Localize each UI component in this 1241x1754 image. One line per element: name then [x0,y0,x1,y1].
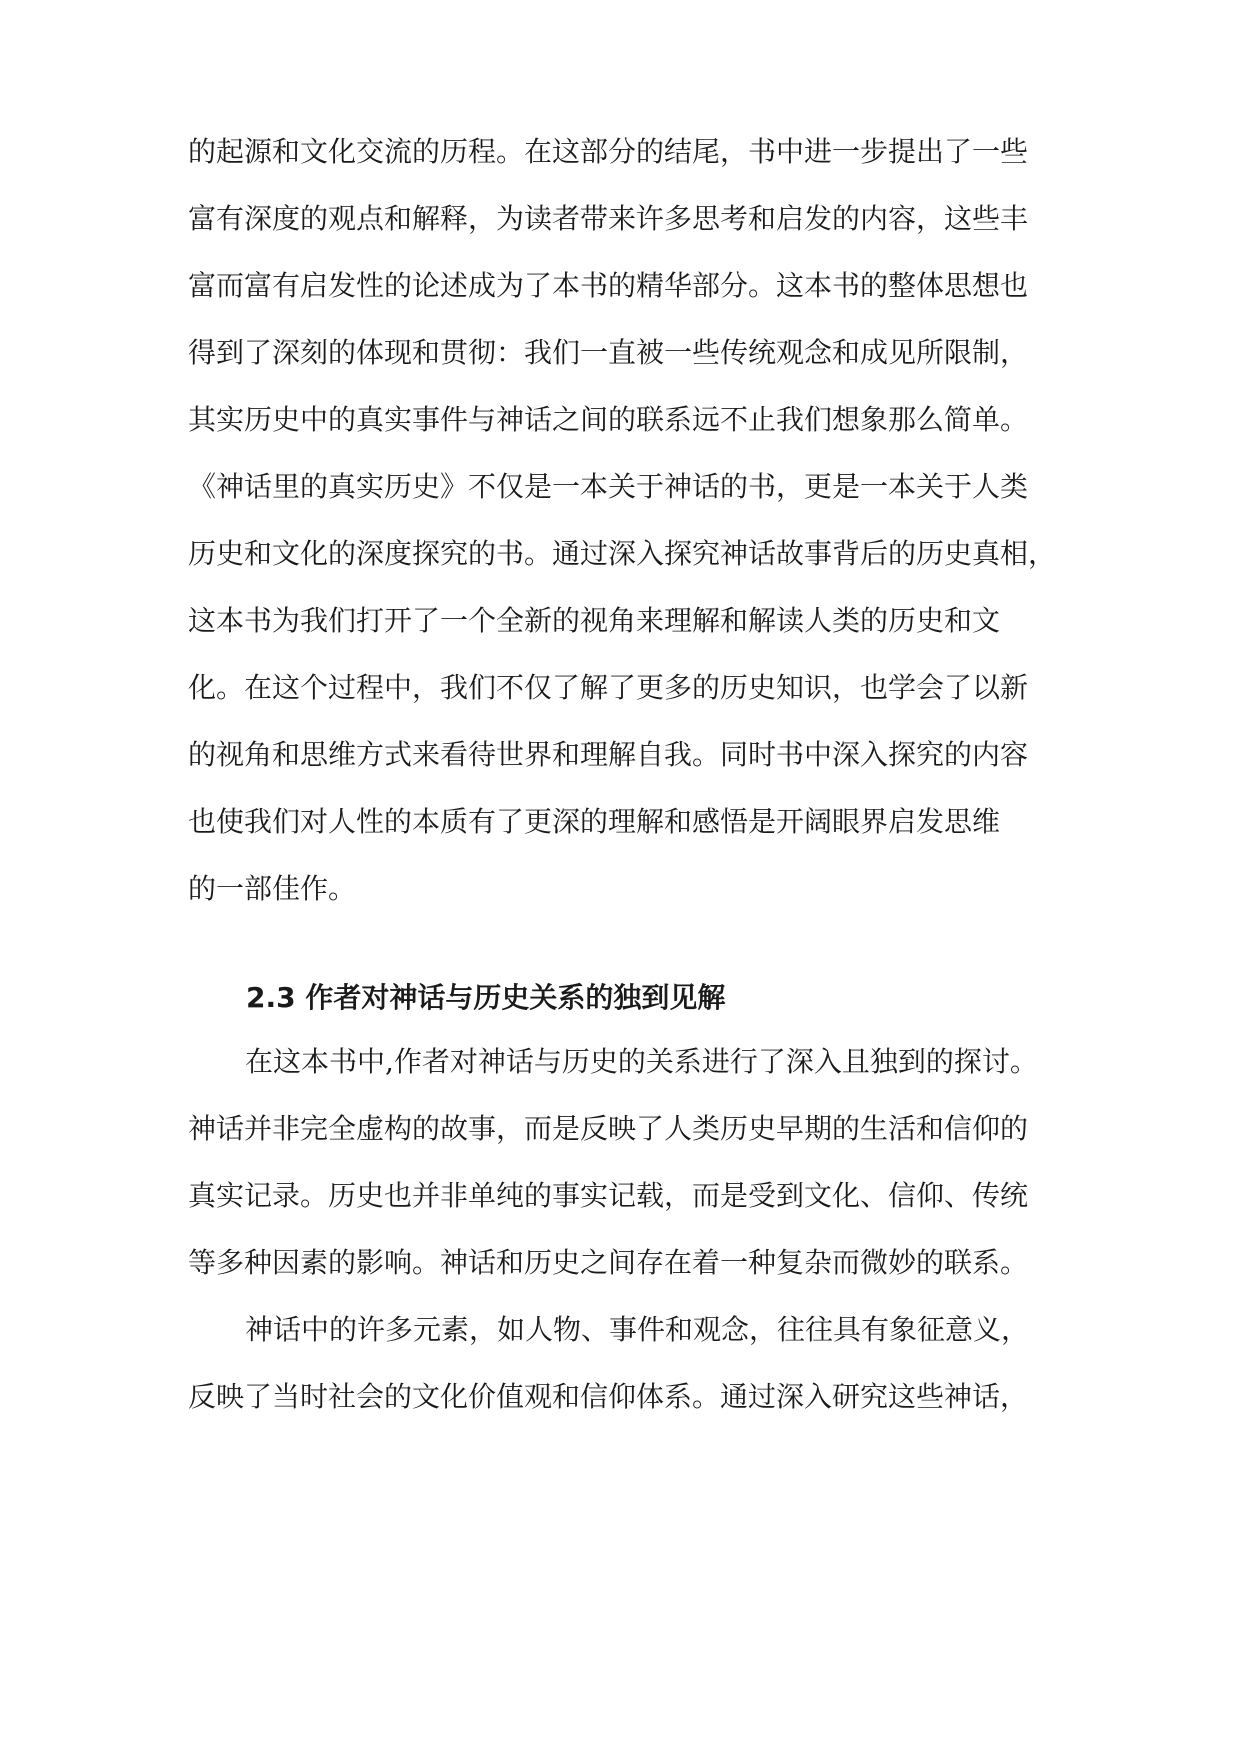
paragraph-line: 《神话里的真实历史》不仅是一本关于神话的书，更是一本关于人类 [188,470,1029,503]
paragraph-line: 等多种因素的影响。神话和历史之间存在着一种复杂而微妙的联系。 [188,1246,1029,1279]
paragraph-line: 这本书为我们打开了一个全新的视角来理解和解读人类的历史和文 [188,604,1001,637]
paragraph-line: 神话并非完全虚构的故事，而是反映了人类历史早期的生活和信仰的 [188,1112,1029,1145]
paragraph-line: 的一部佳作。 [188,872,357,905]
paragraph-line: 其实历史中的真实事件与神话之间的联系远不止我们想象那么简单。 [188,403,1029,436]
paragraph-line: 反映了当时社会的文化价值观和信仰体系。通过深入研究这些神话， [188,1380,1029,1413]
section-heading: 2.3 作者对神话与历史关系的独到见解 [246,981,726,1014]
paragraph-line: 的视角和思维方式来看待世界和理解自我。同时书中深入探究的内容 [188,738,1029,771]
paragraph-line: 历史和文化的深度探究的书。通过深入探究神话故事背后的历史真相， [188,537,1057,570]
paragraph-line: 神话中的许多元素，如人物、事件和观念，往往具有象征意义， [245,1313,1030,1346]
paragraph-line: 化。在这个过程中，我们不仅了解了更多的历史知识，也学会了以新 [188,671,1029,704]
paragraph-line: 富而富有启发性的论述成为了本书的精华部分。这本书的整体思想也 [188,269,1029,302]
paragraph-line: 的起源和文化交流的历程。在这部分的结尾，书中进一步提出了一些 [188,135,1029,168]
paragraph-line: 也使我们对人性的本质有了更深的理解和感悟是开阔眼界启发思维 [188,805,1001,838]
paragraph-line: 富有深度的观点和解释，为读者带来许多思考和启发的内容，这些丰 [188,202,1029,235]
paragraph-line: 在这本书中,作者对神话与历史的关系进行了深入且独到的探讨。 [245,1045,1038,1078]
paragraph-line: 得到了深刻的体现和贯彻：我们一直被一些传统观念和成见所限制， [188,336,1029,369]
paragraph-line: 真实记录。历史也并非单纯的事实记载，而是受到文化、信仰、传统 [188,1179,1029,1212]
